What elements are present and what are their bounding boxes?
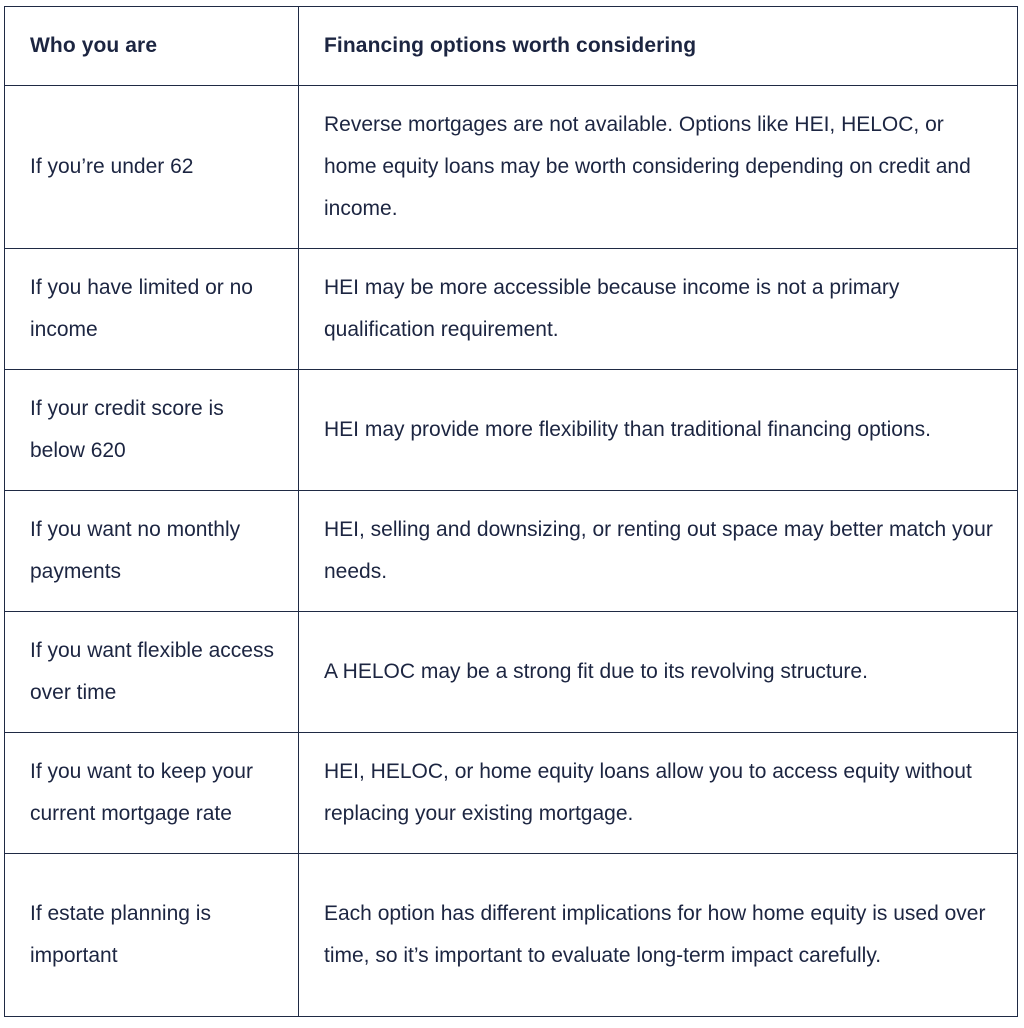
row-who-cell: If you want to keep your current mortgage rate bbox=[5, 733, 299, 854]
row-option-cell: HEI, selling and downsizing, or renting out space may better match your needs. bbox=[299, 491, 1018, 612]
financing-options-table-container bbox=[4, 6, 1017, 1017]
row-option-cell: Reverse mortgages are not available. Options like HEI, HELOC, or home equity loans may be worth considering depending on credit and income. bbox=[299, 86, 1018, 249]
row-option-cell: HEI, HELOC, or home equity loans allow you to access equity without replacing your existing mortgage. bbox=[299, 733, 1018, 854]
row-option-cell: A HELOC may be a strong fit due to its revolving structure. bbox=[299, 612, 1018, 733]
row-option-cell: HEI may provide more flexibility than traditional financing options. bbox=[299, 370, 1018, 491]
financing-options-table bbox=[4, 6, 1018, 1017]
table-row bbox=[5, 733, 1018, 854]
row-option-cell: HEI may be more accessible because income is not a primary qualification requirement. bbox=[299, 249, 1018, 370]
table-row bbox=[5, 491, 1018, 612]
row-who-cell: If you have limited or no income bbox=[5, 249, 299, 370]
row-who-cell: If estate planning is important bbox=[5, 854, 299, 1017]
header-who-you-are: Who you are bbox=[5, 7, 299, 86]
row-option-cell: Each option has different implications for how home equity is used over time, so it’s important to evaluate long-term impact carefully. bbox=[299, 854, 1018, 1017]
table-header-row bbox=[5, 7, 1018, 86]
table-row bbox=[5, 370, 1018, 491]
table-row bbox=[5, 86, 1018, 249]
row-who-cell: If you want no monthly payments bbox=[5, 491, 299, 612]
table-row bbox=[5, 612, 1018, 733]
row-who-cell: If your credit score is below 620 bbox=[5, 370, 299, 491]
row-who-cell: If you’re under 62 bbox=[5, 86, 299, 249]
row-who-cell: If you want flexible access over time bbox=[5, 612, 299, 733]
table-row bbox=[5, 854, 1018, 1017]
header-financing-options: Financing options worth considering bbox=[299, 7, 1018, 86]
table-row bbox=[5, 249, 1018, 370]
